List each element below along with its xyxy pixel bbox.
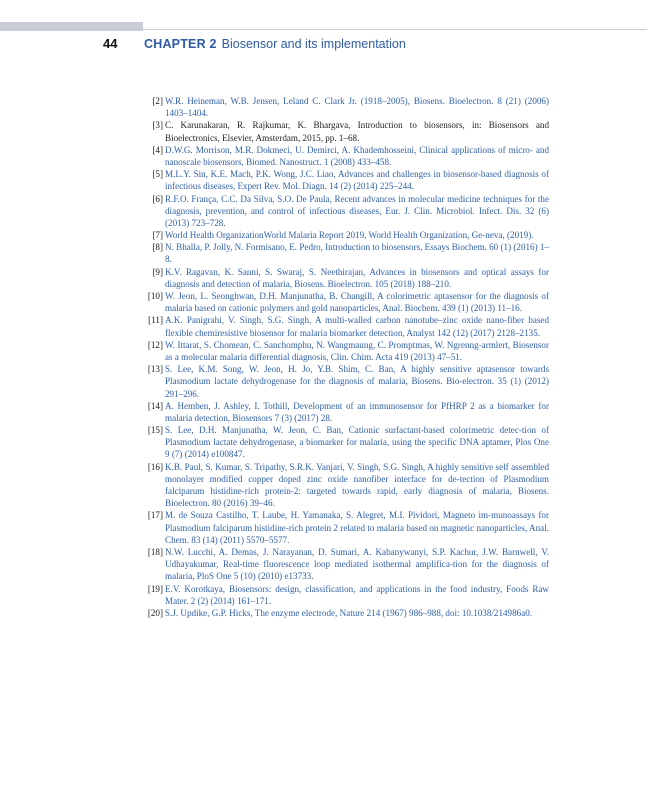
running-header: [103, 36, 406, 54]
reference-number: [18]: [147, 546, 163, 557]
reference-item: [140, 509, 549, 546]
reference-link[interactable]: N. Bhalla, P. Jolly, N. Formisano, E. Pedro, Introduction to biosensors, Essays Biochem. 60 (1) (2016) 1–8.: [165, 242, 549, 265]
reference-item: [140, 363, 549, 400]
chapter-title: Biosensor and its implementation: [221, 37, 406, 51]
reference-number: [9]: [152, 266, 163, 277]
reference-item: [140, 607, 549, 619]
reference-item: [140, 193, 549, 230]
reference-number: [15]: [147, 425, 163, 436]
reference-number: [5]: [152, 169, 163, 180]
reference-item: [140, 546, 549, 583]
reference-link[interactable]: S. Lee, D.H. Manjunatha, W. Jeon, C. Ban, Cationic surfactant-based colorimetric detec-tion of Plasmodium lactate dehydrogenase, a biomarker for malaria, using the specific DNA aptamer, Plos One 9 (7) (2014) e100847.: [165, 425, 549, 460]
reference-number: [13]: [147, 364, 163, 375]
reference-link[interactable]: E.V. Korotkaya, Biosensors: design, classification, and applications in the food industry, Foods Raw Mater. 2 (2) (2014) 161–171.: [165, 583, 549, 606]
reference-item: [140, 266, 549, 290]
reference-item: [140, 314, 549, 338]
reference-number: [3]: [152, 120, 163, 131]
reference-item: [140, 119, 549, 143]
reference-link[interactable]: A. Hemben, J. Ashley, I. Tothill, Development of an immunosensor for PfHRP 2 as a biomarker for malaria detection, Biosensors 7 (3) (2017) 28.: [165, 400, 549, 423]
reference-link[interactable]: N.W. Lucchi, A. Demas, J. Narayanan, D. Sumari, A. Kabanywanyi, S.P. Kachur, J.W. Barnwell, V. Udhayakumar, Real-time fluorescence loop mediated isothermal amplifica-tion for the diagnosis of malaria, PloS One 5 (10) (2010) e13733.: [165, 546, 549, 582]
reference-text: C. Karunakaran, R. Rajkumar, K. Bhargava, Introduction to biosensors, in: Biosensors and Bioelectronics, Elsevier, Amsterdam, 2015, pp. 1–68.: [165, 120, 549, 143]
reference-link[interactable]: W. Jeon, L. Seonghwan, D.H. Manjunatha, B. Changill, A colorimetric aptasensor for the diagnosis of malaria based on cationic polymers and gold nanoparticles, Anal. Biochem. 439 (1) (2013) 11–16.: [165, 291, 549, 314]
page-number: 44: [103, 36, 118, 51]
reference-link[interactable]: K.V. Ragavan, K. Sanni, S. Swaraj, S. Neethirajan, Advances in biosensors and optical assays for diagnosis and detection of malaria, Biosens. Bioelectron. 105 (2018) 188–210.: [165, 266, 549, 289]
reference-number: [14]: [147, 400, 163, 411]
reference-link[interactable]: M. de Souza Castilho, T. Laube, H. Yamanaka, S. Alegret, M.I. Pividori, Magneto im-munoassays for Plasmodium falciparum histidine-rich protein 2 related to malaria based on magnetic nanoparticles, Anal. Chem. 83 (14) (2011) 5570–5577.: [165, 510, 549, 545]
reference-link[interactable]: S. Lee, K.M. Song, W. Jeon, H. Jo, Y.B. Shim, C. Ban, A highly sensitive aptasensor towards Plasmodium lactate dehydrogenase for the diagnosis of malaria, Biosens. Bio-electron. 35 (1) (2012) 291–296.: [165, 364, 549, 399]
reference-item: [140, 229, 549, 241]
reference-link[interactable]: World Health OrganizationWorld Malaria Report 2019, World Health Organization, Ge-neva, (2019).: [165, 230, 534, 241]
reference-link[interactable]: W. Ittarat, S. Chomean, C. Sanchomphu, N. Wangmaung, C. Promptmas, W. Ngrenng-armlert, Biosensor as a molecular malaria differential diagnosis, Clin. Chim. Acta 419 (2013) 47–51.: [165, 339, 549, 362]
reference-item: [140, 339, 549, 363]
reference-number: [16]: [147, 461, 163, 472]
reference-item: [140, 461, 549, 510]
reference-number: [10]: [147, 291, 163, 301]
reference-number: [4]: [152, 144, 163, 155]
reference-link[interactable]: M.L.Y. Sin, K.E. Mach, P.K. Wong, J.C. Liao, Advances and challenges in biosensor-based diagnosis of infectious diseases, Expert Rev. Mol. Diagn. 14 (2) (2014) 225–244.: [165, 169, 549, 192]
reference-number: [19]: [147, 583, 163, 594]
reference-number: [6]: [152, 193, 163, 204]
reference-item: [140, 583, 549, 607]
reference-link[interactable]: K.B. Paul, S. Kumar, S. Tripathy, S.R.K. Vanjari, V. Singh, S.G. Singh, A highly sensitive self assembled monolayer modified copper doped zinc oxide nanofiber interface for de-tection of Plasmodium falciparum histidine-rich protein-2: targeted towards rapid, early diagnosis of malaria, Biosens. Bioelectron. 80 (2016) 39–46.: [165, 461, 549, 509]
reference-link[interactable]: D.W.G. Morrison, M.R. Dokmeci, U. Demirci, A. Khademhosseini, Clinical applications of micro- and nanoscale biosensors, Biomed. Nanostruct. 1 (2008) 433–458.: [165, 144, 549, 167]
reference-number: [17]: [147, 510, 163, 521]
reference-link[interactable]: S.J. Updike, G.P. Hicks, The enzyme electrode, Nature 214 (1967) 986–988, doi: 10.1038/214986a0.: [165, 607, 533, 618]
reference-item: [140, 144, 549, 168]
header-rule: [143, 29, 647, 30]
reference-item: [140, 168, 549, 192]
reference-item: [140, 95, 549, 119]
reference-item: [140, 424, 549, 461]
chapter-label: CHAPTER 2: [144, 37, 217, 51]
reference-link[interactable]: R.F.O. França, C.C. Da Silva, S.O. De Paula, Recent advances in molecular medicine techniques for the diagnosis, prevention, and control of infectious diseases, Eur. J. Clin. Microbiol. Infect. Dis. 32 (6) (2013) 723–728.: [165, 193, 549, 228]
reference-link[interactable]: W.R. Heineman, W.B. Jensen, Leland C. Clark Jr. (1918–2005), Biosens. Bioelectron. 8 (21) (2006) 1403–1404.: [165, 96, 549, 119]
reference-list: [140, 95, 549, 619]
reference-link[interactable]: A.K. Panigrahi, V. Singh, S.G. Singh, A multi-walled carbon nanotube–zinc oxide nano-fiber based flexible chemiresistive biosensor for malaria biomarker detection, Analyst 142 (12) (2017) 2128–2135.: [165, 315, 549, 338]
reference-item: [140, 400, 549, 424]
reference-number: [8]: [152, 242, 163, 253]
reference-item: [140, 241, 549, 265]
header-accent-bar: [0, 22, 143, 31]
reference-item: [140, 290, 549, 314]
reference-number: [20]: [147, 607, 163, 618]
reference-number: [2]: [152, 96, 163, 106]
reference-number: [7]: [152, 230, 163, 241]
reference-number: [11]: [148, 315, 163, 326]
reference-number: [12]: [147, 339, 163, 350]
